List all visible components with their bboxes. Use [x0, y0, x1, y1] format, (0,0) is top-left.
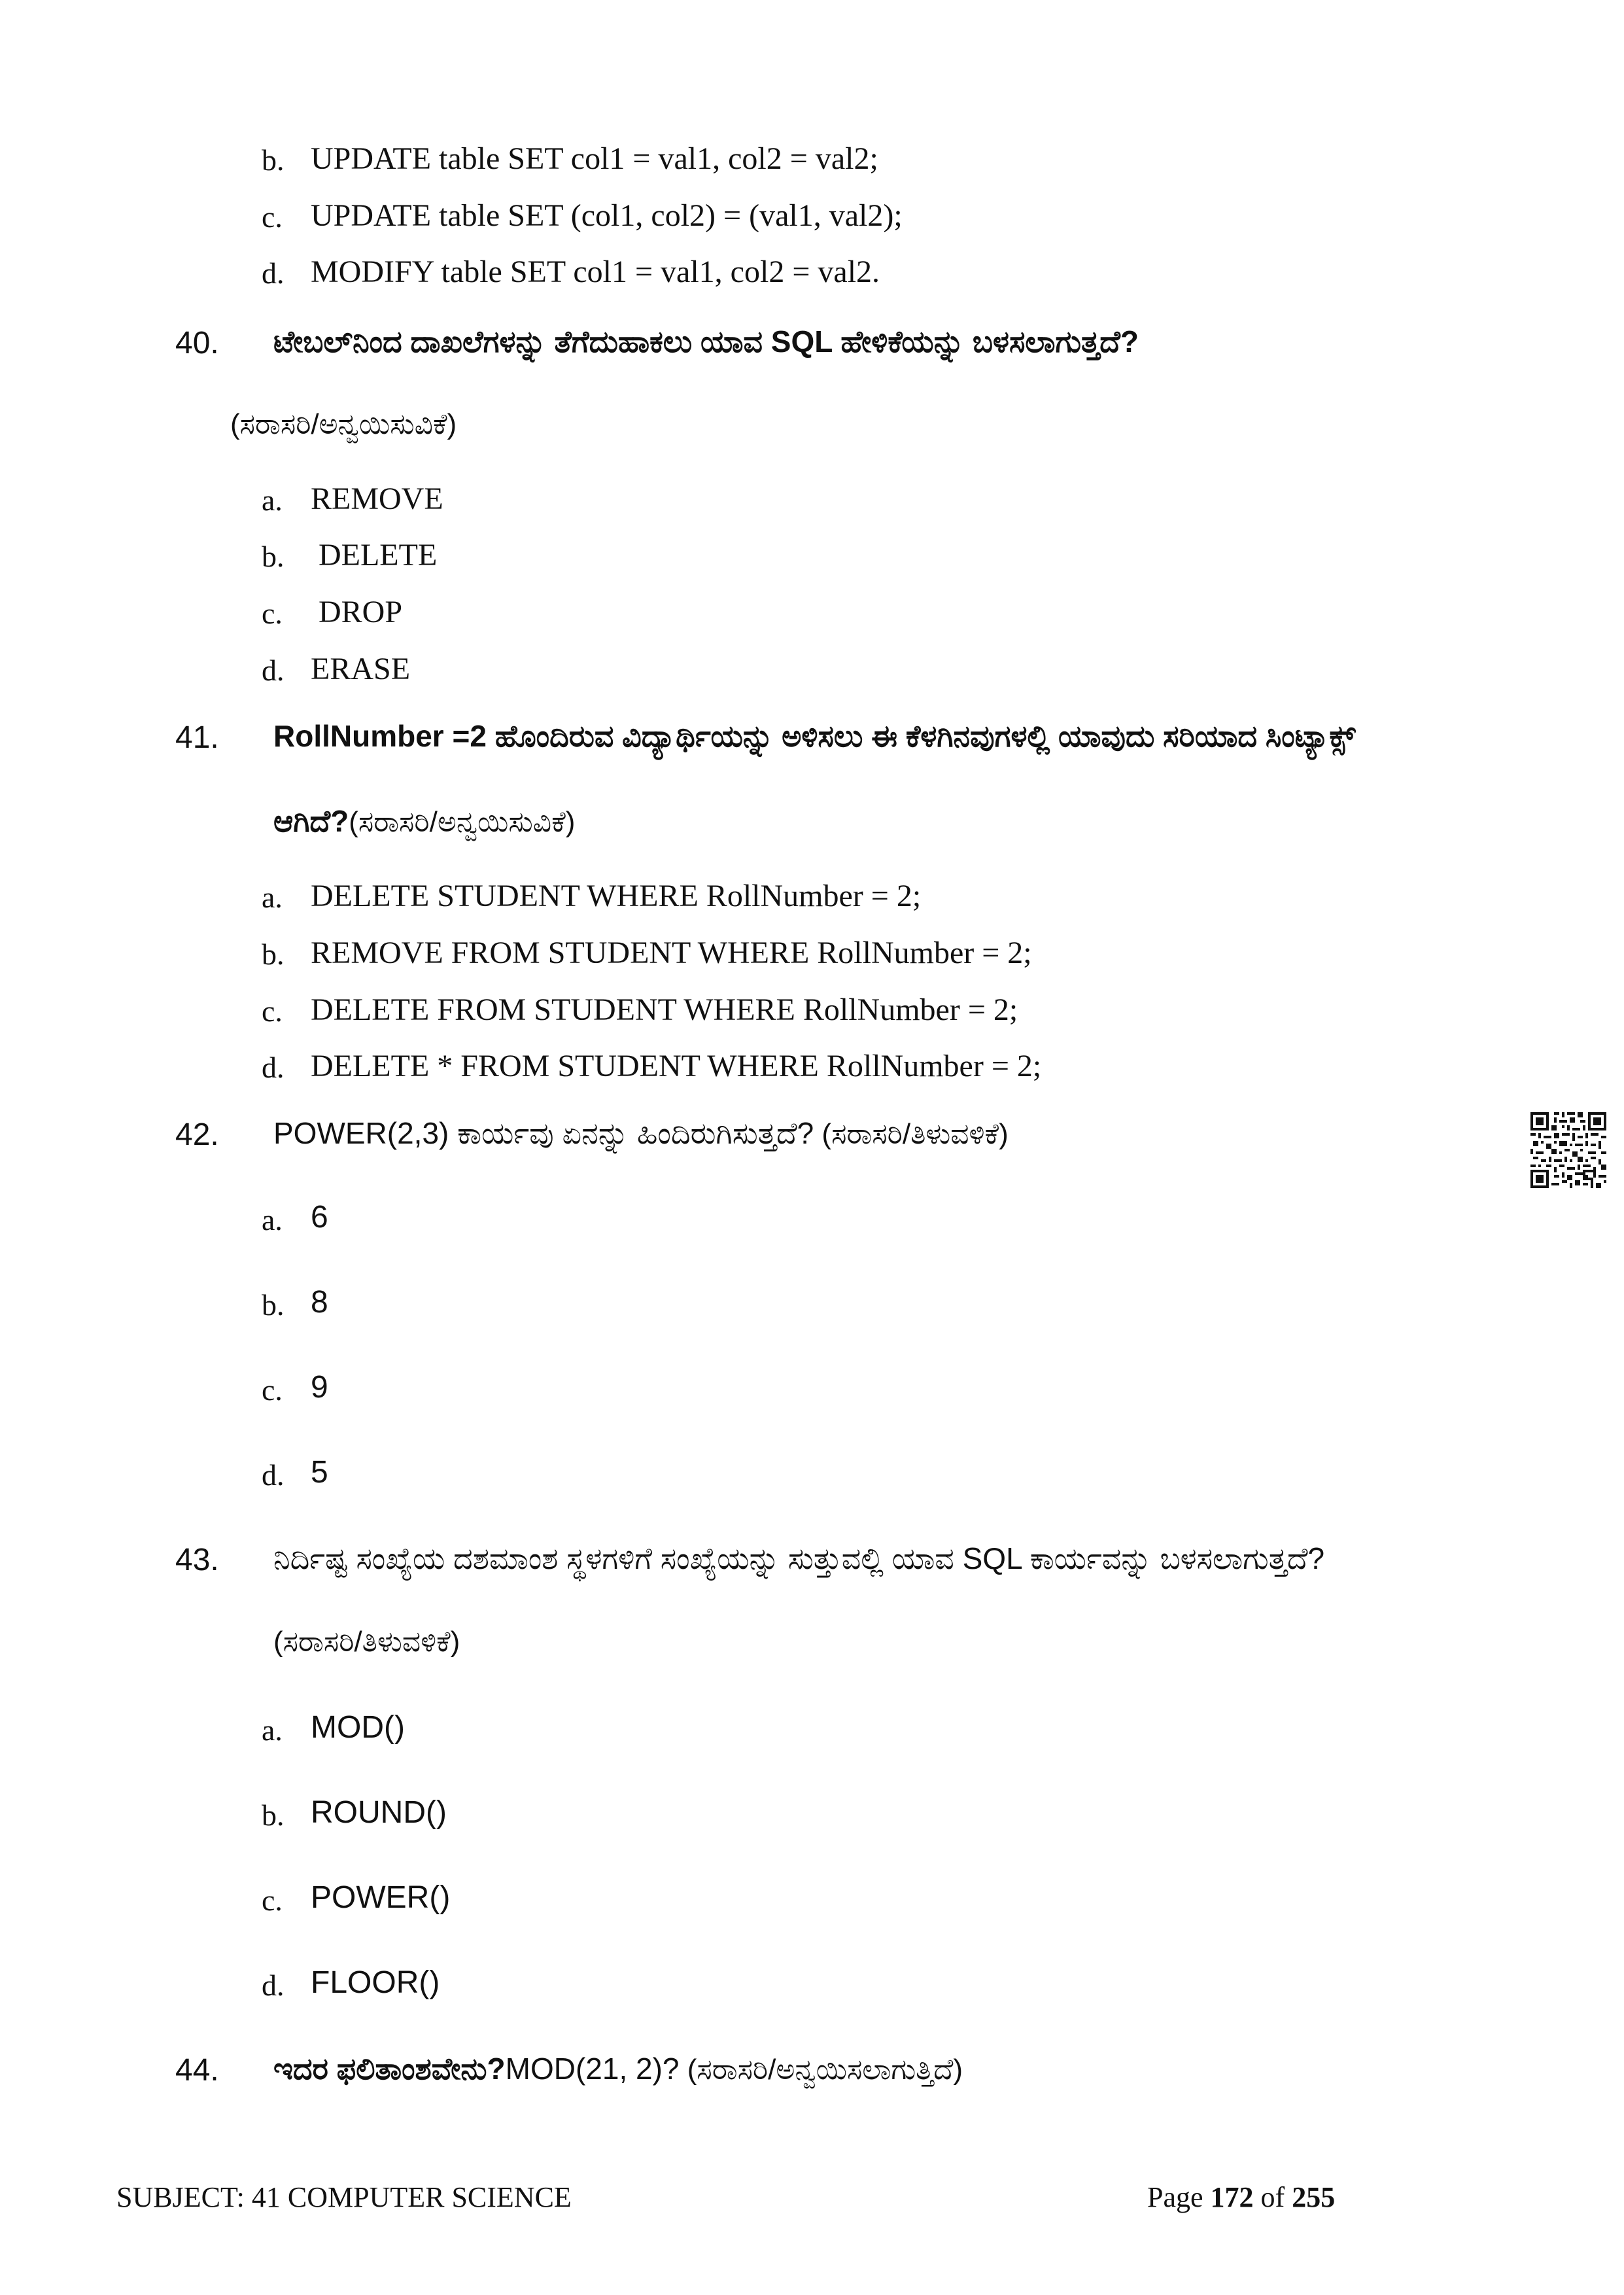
option-letter: a. [262, 483, 283, 517]
question-text: POWER(2,3) ಕಾರ್ಯವು ಏನನ್ನು ಹಿಂದಿರುಗಿಸುತ್ತದೆ? [273, 1116, 814, 1150]
question-text: ಹೊಂದಿರುವ ವಿದ್ಯಾರ್ಥಿಯನ್ನು ಅಳಿಸಲು ಈ ಕೆಳಗಿನವುಗಳಲ್ಲಿ ಯಾವುದು ಸರಿಯಾದ ಸಿಂಟ್ಯಾಕ್ಸ್ [486, 719, 1356, 753]
option-text: 5 [311, 1455, 328, 1490]
option-text: ERASE [311, 652, 411, 686]
option-text: UPDATE table SET col1 = val1, col2 = val2; [311, 141, 878, 176]
option-letter: d. [262, 1051, 285, 1084]
option-letter: a. [262, 1203, 283, 1236]
question-text-bold: ಇದರ ಫಲಿತಾಂಶವೇನು? [273, 2052, 506, 2086]
difficulty-tag: (ಸರಾಸರಿ/ಅನ್ವಯಿಸುವಿಕೆ) [230, 408, 457, 440]
question-text-line [273, 1115, 1009, 1152]
footer-subject: SUBJECT: 41 COMPUTER SCIENCE [116, 2181, 572, 2213]
option-letter: c. [262, 1883, 283, 1917]
difficulty-tag: (ಸರಾಸರಿ/ಅನ್ವಯಿಸುವಿಕೆ) [349, 806, 576, 838]
option-letter: d. [262, 1969, 285, 2002]
option-text: DELETE [319, 538, 438, 572]
question-number: 42. [175, 1117, 219, 1152]
option-letter: c. [262, 994, 283, 1028]
option-letter: c. [262, 597, 283, 630]
question-text-bold: RollNumber =2 [273, 719, 487, 753]
option-letter: d. [262, 654, 285, 687]
option-text: DELETE * FROM STUDENT WHERE RollNumber = 2; [311, 1049, 1042, 1083]
option-text: REMOVE FROM STUDENT WHERE RollNumber = 2; [311, 936, 1032, 970]
option-text: DELETE STUDENT WHERE RollNumber = 2; [311, 879, 922, 913]
question-number: 44. [175, 2053, 219, 2088]
question-text-line2 [273, 803, 575, 840]
option-letter: a. [262, 1713, 283, 1747]
question-text-line1 [273, 718, 1355, 755]
difficulty-tag: (ಸರಾಸರಿ/ತಿಳುವಳಿಕೆ) [273, 1626, 460, 1658]
option-text: REMOVE [311, 482, 443, 516]
of-label: of [1253, 2181, 1292, 2213]
option-text: 6 [311, 1200, 328, 1235]
option-text: DELETE FROM STUDENT WHERE RollNumber = 2; [311, 992, 1018, 1027]
question-text: ಟೇಬಲ್‌ನಿಂದ ದಾಖಲೆಗಳನ್ನು ತೆಗೆದುಹಾಕಲು ಯಾವ SQL ಹೇಳಿಕೆಯನ್ನು ಬಳಸಲಾಗುತ್ತದೆ? [273, 324, 1139, 359]
question-number: 43. [175, 1543, 219, 1577]
option-text: 8 [311, 1285, 328, 1320]
option-letter: b. [262, 1798, 285, 1832]
option-text: DROP [319, 595, 403, 629]
option-text: MOD() [311, 1710, 405, 1745]
difficulty-tag: (ಸರಾಸರಿ/ಅನ್ವಯಿಸಲಾಗುತ್ತಿದೆ) [679, 2054, 963, 2086]
option-letter: b. [262, 540, 285, 573]
question-number: 40. [175, 326, 219, 360]
option-text: POWER() [311, 1880, 451, 1915]
option-letter: b. [262, 143, 285, 177]
difficulty-tag: (ಸರಾಸರಿ/ತಿಳುವಳಿಕೆ) [814, 1118, 1009, 1150]
option-letter: d. [262, 256, 285, 290]
question-text-end: ಆಗಿದೆ? [273, 804, 349, 838]
option-letter: a. [262, 881, 283, 914]
option-text: MODIFY table SET col1 = val1, col2 = val2. [311, 254, 880, 289]
option-letter: d. [262, 1458, 285, 1492]
qr-code-icon [1530, 1112, 1606, 1188]
option-letter: b. [262, 937, 285, 971]
question-text-line [273, 2051, 963, 2088]
question-number: 41. [175, 720, 219, 755]
footer-page-indicator [1147, 2181, 1335, 2214]
option-letter: b. [262, 1288, 285, 1322]
option-text: UPDATE table SET (col1, col2) = (val1, val2); [311, 198, 903, 233]
question-text: MOD(21, 2)? [505, 2052, 680, 2086]
question-text: ನಿರ್ದಿಷ್ಟ ಸಂಖ್ಯೆಯ ದಶಮಾಂಶ ಸ್ಥಳಗಳಿಗೆ ಸಂಖ್ಯೆಯನ್ನು ಸುತ್ತುವಲ್ಲಿ ಯಾವ SQL ಕಾರ್ಯವನ್ನು ಬಳಸಲಾಗುತ್ತದೆ? [273, 1541, 1325, 1575]
option-text: 9 [311, 1370, 328, 1405]
option-text: ROUND() [311, 1795, 447, 1830]
option-letter: c. [262, 1373, 283, 1407]
total-pages: 255 [1292, 2181, 1336, 2213]
option-letter: c. [262, 200, 283, 234]
option-text: FLOOR() [311, 1965, 440, 2000]
page-number: 172 [1210, 2181, 1254, 2213]
page-label: Page [1147, 2181, 1211, 2213]
